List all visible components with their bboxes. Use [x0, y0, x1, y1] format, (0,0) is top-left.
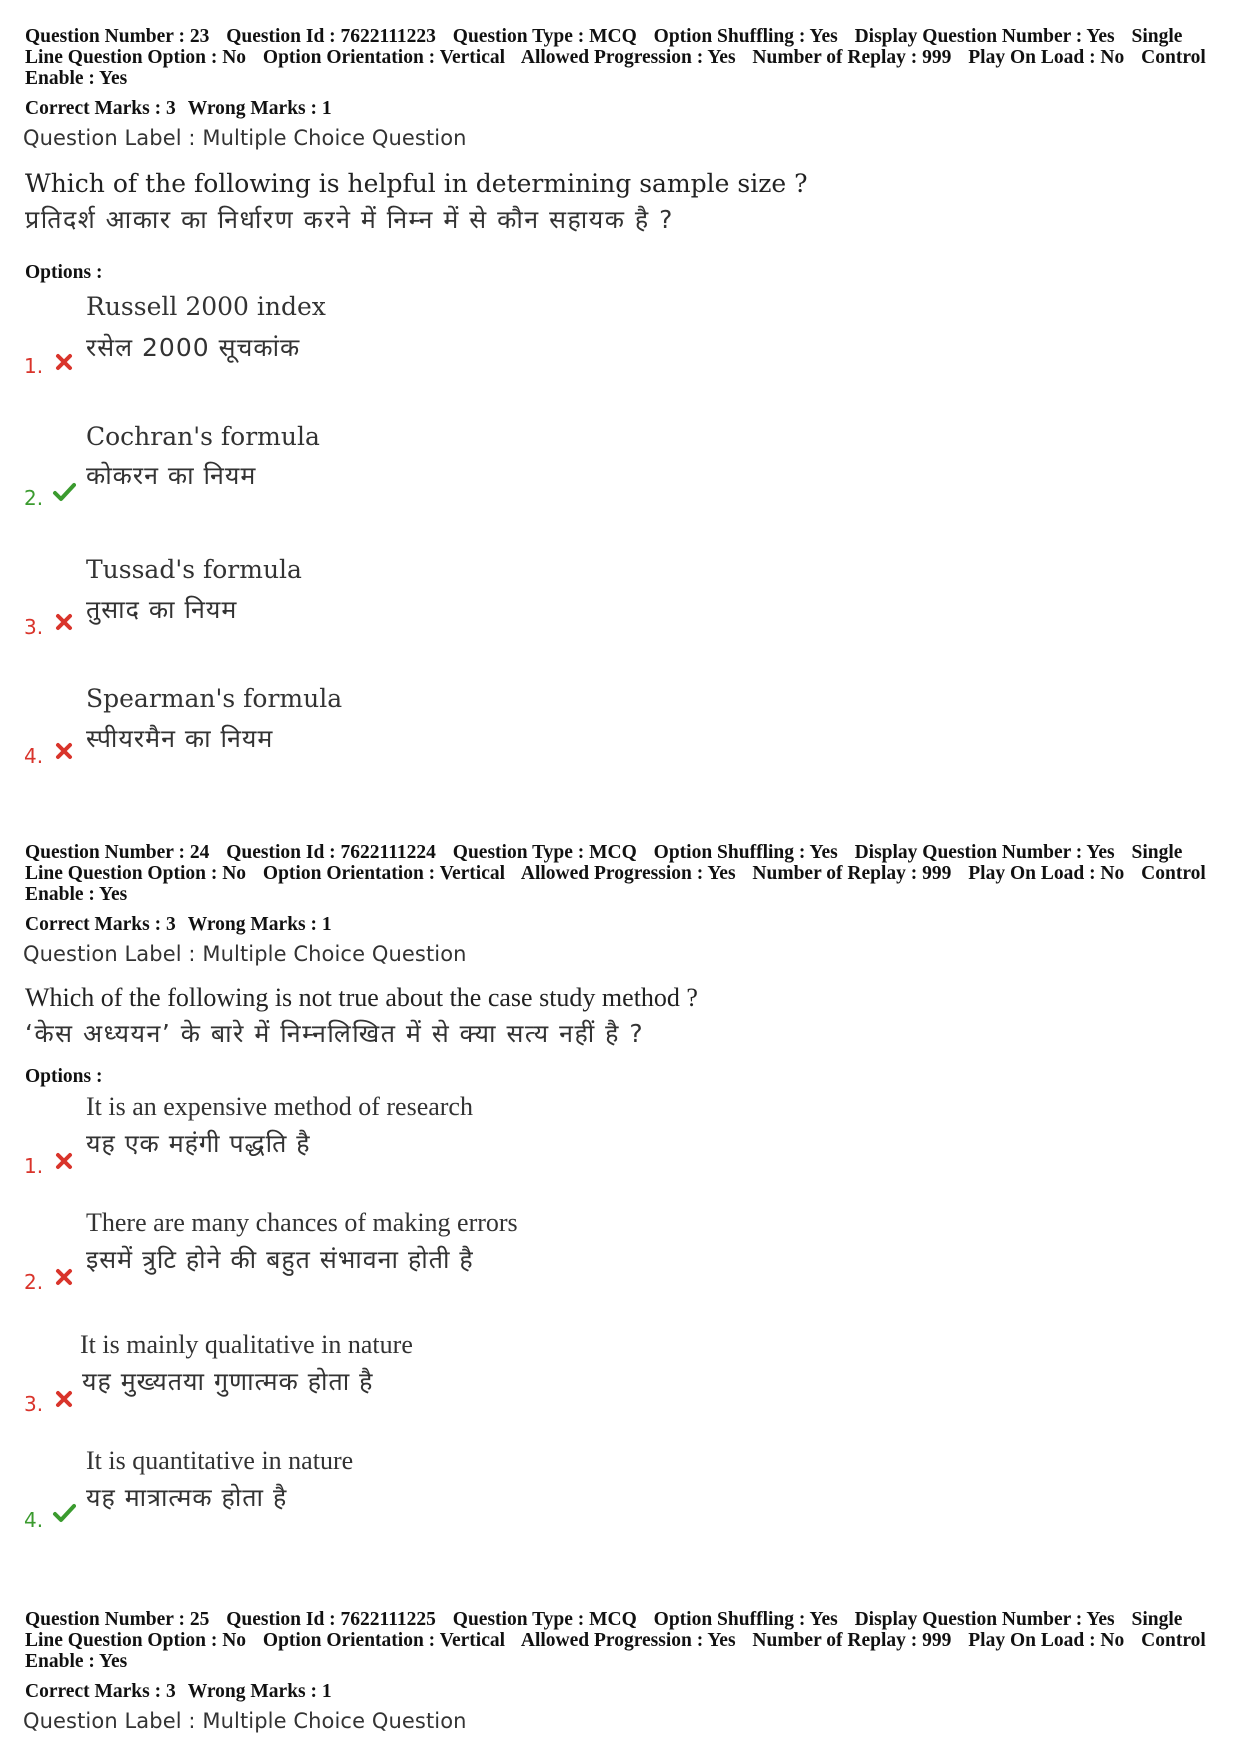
meta-question-type: Question Type : MCQ [452, 26, 637, 47]
correct-marks: Correct Marks : 3 [25, 914, 176, 935]
meta-option-shuffling: Option Shuffling : Yes [653, 842, 838, 863]
option-number: 1. [24, 1154, 44, 1178]
meta-control-enable: Control Enable : Yes [25, 47, 1206, 89]
option-item [0, 1330, 1000, 1420]
meta-play-on-load: Play On Load : No [968, 863, 1125, 884]
question-meta [25, 842, 1220, 905]
option-text-hi: यह मात्रात्मक होता है [86, 1483, 288, 1512]
cross-icon [52, 739, 76, 763]
meta-question-number: Question Number : 23 [25, 26, 210, 47]
wrong-marks: Wrong Marks : 1 [187, 914, 332, 935]
meta-play-on-load: Play On Load : No [968, 47, 1125, 68]
question-stem [25, 980, 698, 1052]
meta-control-enable: Control Enable : Yes [25, 863, 1206, 905]
option-number: 4. [24, 744, 44, 768]
option-text-hi: स्पीयरमैन का नियम [86, 724, 274, 753]
option-item [0, 684, 1000, 774]
question-label: Question Label : Multiple Choice Question [23, 942, 467, 966]
meta-question-id: Question Id : 7622111224 [226, 842, 436, 863]
option-number: 2. [24, 1270, 44, 1294]
meta-question-id: Question Id : 7622111225 [226, 1609, 436, 1630]
option-text-hi: यह मुख्यतया गुणात्मक होता है [82, 1367, 374, 1396]
meta-play-on-load: Play On Load : No [968, 1630, 1125, 1651]
correct-marks: Correct Marks : 3 [25, 98, 176, 119]
option-item [0, 422, 1000, 512]
cross-icon [52, 1387, 76, 1411]
meta-question-type: Question Type : MCQ [452, 1609, 637, 1630]
meta-question-type: Question Type : MCQ [452, 842, 637, 863]
meta-single-line-option: Single Line Question Option : No [25, 1609, 1183, 1651]
option-item [0, 1092, 1000, 1182]
cross-icon [52, 350, 76, 374]
option-text-en: Tussad's formula [86, 555, 302, 584]
option-number: 2. [24, 486, 44, 510]
marks-line [25, 1681, 344, 1703]
meta-option-shuffling: Option Shuffling : Yes [653, 1609, 838, 1630]
option-text-en: Russell 2000 index [86, 292, 326, 321]
meta-number-of-replay: Number of Replay : 999 [752, 1630, 952, 1651]
cross-icon [52, 610, 76, 634]
meta-option-shuffling: Option Shuffling : Yes [653, 26, 838, 47]
question-text-en: Which of the following is not true about the case study method ? [25, 983, 698, 1012]
marks-line [25, 98, 344, 120]
meta-display-question-number: Display Question Number : Yes [854, 842, 1115, 863]
marks-line [25, 914, 344, 936]
meta-number-of-replay: Number of Replay : 999 [752, 47, 952, 68]
option-number: 1. [24, 354, 44, 378]
meta-question-number: Question Number : 25 [25, 1609, 210, 1630]
option-item [0, 1446, 1000, 1536]
check-icon [52, 1501, 76, 1525]
wrong-marks: Wrong Marks : 1 [187, 98, 332, 119]
option-item [0, 292, 1000, 382]
question-text-en: Which of the following is helpful in determining sample size ? [25, 169, 808, 198]
question-meta [25, 1609, 1220, 1672]
question-label: Question Label : Multiple Choice Question [23, 126, 467, 150]
meta-allowed-progression: Allowed Progression : Yes [520, 863, 736, 884]
option-text-en: Spearman's formula [86, 684, 343, 713]
meta-display-question-number: Display Question Number : Yes [854, 1609, 1115, 1630]
option-item [0, 1208, 1000, 1298]
meta-allowed-progression: Allowed Progression : Yes [520, 47, 736, 68]
option-text-en: There are many chances of making errors [86, 1208, 518, 1237]
option-number: 3. [24, 615, 44, 639]
option-text-en: It is an expensive method of research [86, 1092, 473, 1121]
correct-marks: Correct Marks : 3 [25, 1681, 176, 1702]
meta-option-orientation: Option Orientation : Vertical [262, 47, 506, 68]
option-text-hi: यह एक महंगी पद्धति है [86, 1129, 311, 1158]
option-text-hi: इसमें त्रुटि होने की बहुत संभावना होती है [86, 1245, 474, 1274]
meta-single-line-option: Single Line Question Option : No [25, 26, 1183, 68]
question-text-hi: ‘केस अध्ययन’ के बारे में निम्नलिखित में से क्या सत्य नहीं है ? [25, 1019, 645, 1048]
option-text-en: Cochran's formula [86, 422, 320, 451]
meta-display-question-number: Display Question Number : Yes [854, 26, 1115, 47]
meta-option-orientation: Option Orientation : Vertical [262, 863, 506, 884]
cross-icon [52, 1149, 76, 1173]
meta-single-line-option: Single Line Question Option : No [25, 842, 1183, 884]
question-stem [25, 166, 808, 238]
check-icon [52, 480, 76, 504]
options-title: Options : [25, 262, 103, 283]
option-number: 3. [24, 1392, 44, 1416]
question-meta [25, 26, 1220, 89]
meta-control-enable: Control Enable : Yes [25, 1630, 1206, 1672]
meta-question-number: Question Number : 24 [25, 842, 210, 863]
option-text-hi: तुसाद का नियम [86, 595, 238, 624]
option-item [0, 555, 1000, 645]
meta-question-id: Question Id : 7622111223 [226, 26, 436, 47]
option-text-en: It is quantitative in nature [86, 1446, 354, 1475]
cross-icon [52, 1265, 76, 1289]
meta-option-orientation: Option Orientation : Vertical [262, 1630, 506, 1651]
question-text-hi: प्रतिदर्श आकार का निर्धारण करने में निम्न में से कौन सहायक है ? [25, 205, 674, 234]
option-number: 4. [24, 1508, 44, 1532]
option-text-hi: रसेल 2000 सूचकांक [86, 333, 301, 362]
meta-allowed-progression: Allowed Progression : Yes [520, 1630, 736, 1651]
options-title: Options : [25, 1066, 103, 1087]
meta-number-of-replay: Number of Replay : 999 [752, 863, 952, 884]
option-text-en: It is mainly qualitative in nature [80, 1330, 413, 1359]
option-text-hi: कोकरन का नियम [86, 461, 257, 490]
question-label: Question Label : Multiple Choice Question [23, 1709, 467, 1733]
wrong-marks: Wrong Marks : 1 [187, 1681, 332, 1702]
